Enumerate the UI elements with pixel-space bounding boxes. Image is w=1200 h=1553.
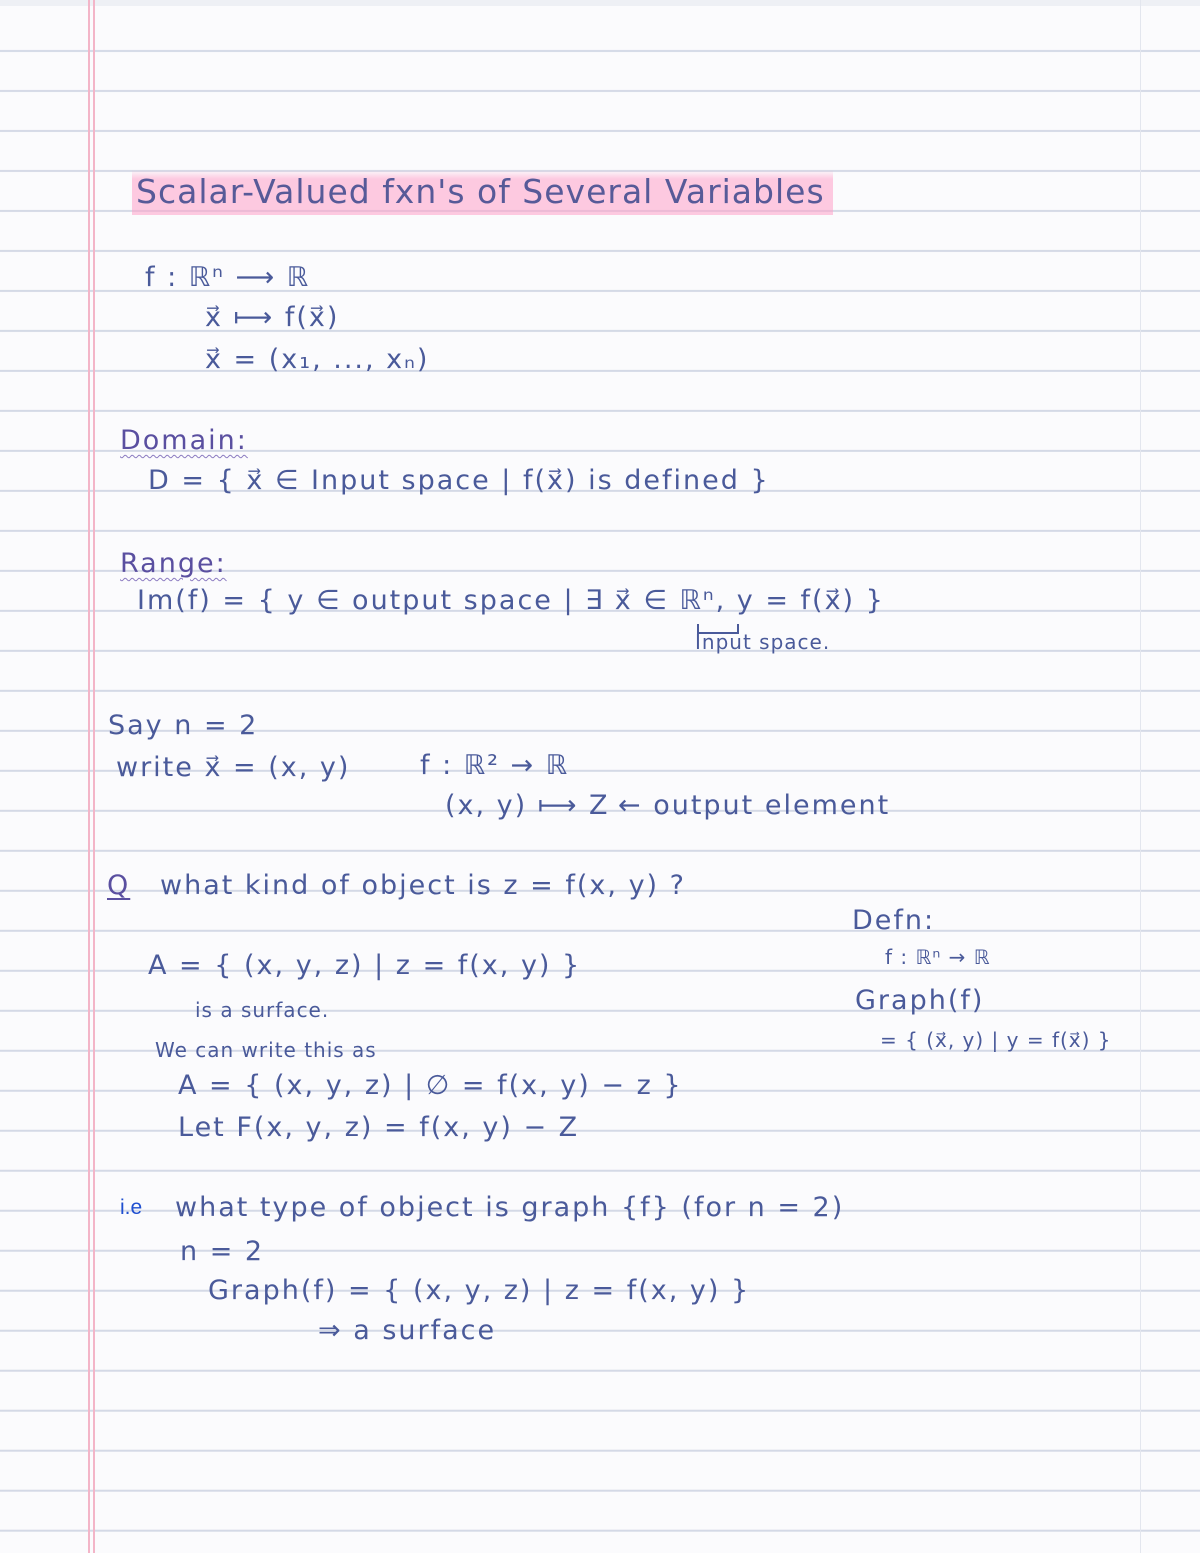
question-label: Q <box>107 870 131 901</box>
let-definition: Let F(x, y, z) = f(x, y) − Z <box>178 1112 580 1143</box>
ie-n-line: n = 2 <box>180 1236 265 1267</box>
domain-heading: Domain: <box>120 425 248 456</box>
page-top-edge <box>0 0 1200 6</box>
set-a-definition: A = { (x, y, z) | z = f(x, y) } <box>148 950 582 981</box>
range-heading: Range: <box>120 548 227 579</box>
defn-line: Graph(f) <box>855 985 985 1016</box>
function-map-line: f : ℝⁿ ⟶ ℝ <box>145 262 311 293</box>
defn-line: f : ℝⁿ → ℝ <box>885 945 991 969</box>
defn-line: = { (x⃗, y) | y = f(x⃗) } <box>880 1028 1112 1052</box>
margin-line <box>88 0 90 1553</box>
example-map: f : ℝ² → ℝ <box>420 750 570 781</box>
margin-line <box>93 0 95 1553</box>
example-map: (x, y) ⟼ Z <box>445 790 610 821</box>
rewrite-intro: We can write this as <box>155 1038 377 1062</box>
ie-label: i.e <box>120 1196 143 1219</box>
defn-heading: Defn: <box>852 905 936 936</box>
page-right-edge <box>1140 0 1141 1553</box>
page-title: Scalar-Valued fxn's of Several Variables <box>132 170 833 215</box>
function-map-line: x⃗ ⟼ f(x⃗) <box>205 302 340 333</box>
range-annotation: Input space. <box>695 630 831 654</box>
function-map-line: x⃗ = (x₁, ..., xₙ) <box>205 344 430 375</box>
output-element-note: ← output element <box>618 790 891 821</box>
ie-question: what type of object is graph {f} (for n = 2) <box>175 1192 845 1223</box>
conclusion: ⇒ a surface <box>318 1315 497 1346</box>
example-say: Say n = 2 <box>108 710 259 741</box>
set-a-surface: is a surface. <box>195 998 330 1022</box>
range-definition: Im(f) = { y ∈ output space | ∃ x⃗ ∈ ℝⁿ, y = f(x⃗) } <box>137 585 885 616</box>
domain-definition: D = { x⃗ ∈ Input space | f(x⃗) is defined } <box>148 465 770 496</box>
graph-definition: Graph(f) = { (x, y, z) | z = f(x, y) } <box>208 1275 751 1306</box>
example-write: write x⃗ = (x, y) <box>116 752 351 783</box>
question-text: what kind of object is z = f(x, y) ? <box>160 870 686 901</box>
set-a-rewrite: A = { (x, y, z) | ∅ = f(x, y) − z } <box>178 1070 683 1101</box>
